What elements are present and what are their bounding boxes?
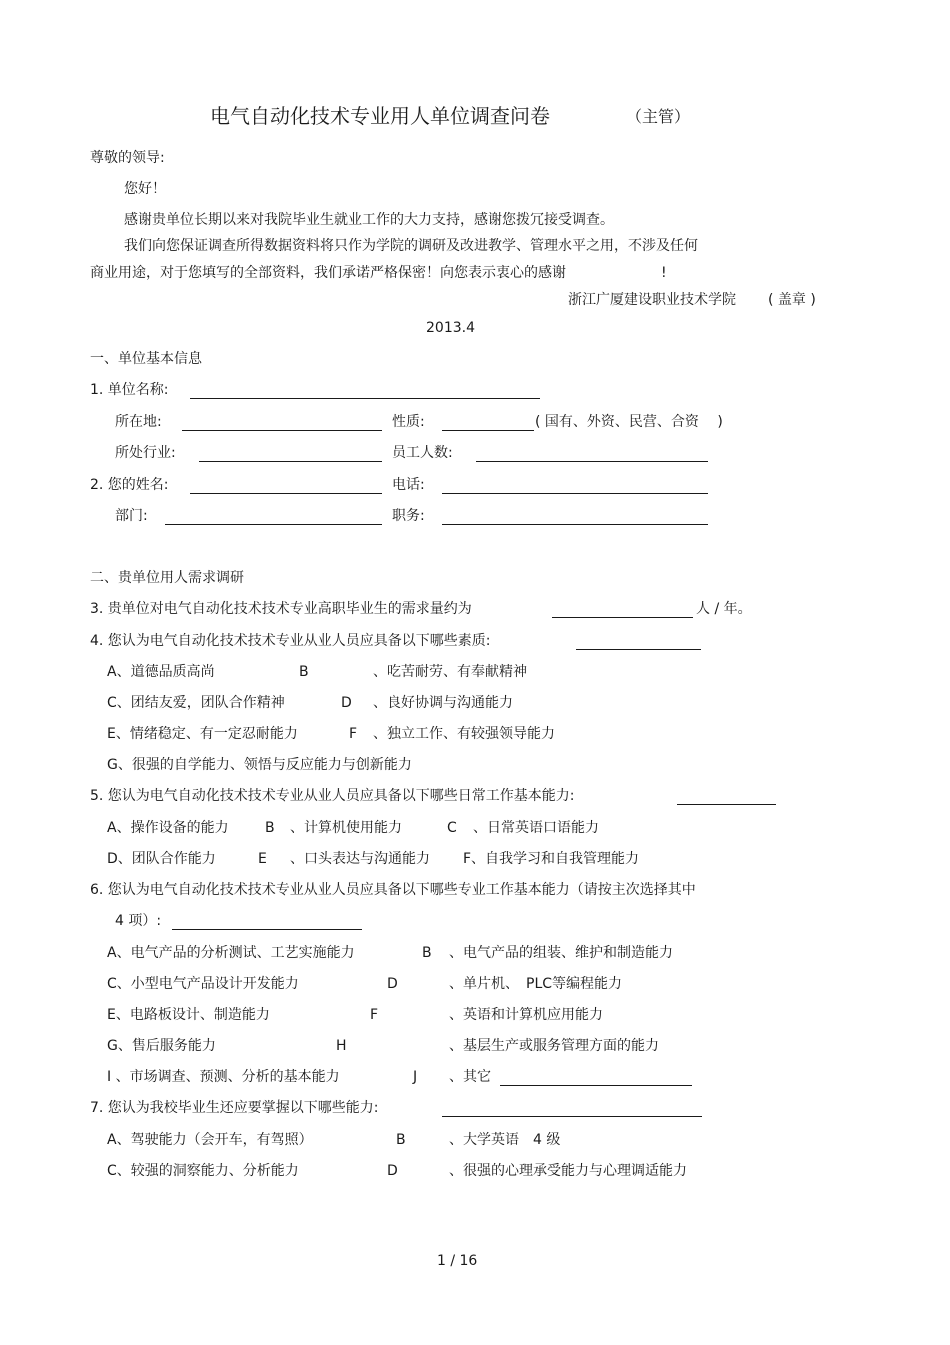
department-label: 部门: — [115, 508, 148, 524]
position-field[interactable] — [442, 524, 708, 525]
q6-option-c[interactable]: C、小型电气产品设计开发能力 — [107, 976, 299, 992]
q6-option-j[interactable]: 、其它 — [449, 1069, 491, 1085]
q4-option-f-letter[interactable]: F — [349, 726, 358, 742]
q6-option-d[interactable]: 、单片机、 PLC等编程能力 — [449, 976, 623, 992]
employees-label: 员工人数: — [392, 445, 453, 461]
q6-text: 6. 您认为电气自动化技术技术专业从业人员应具备以下哪些专业工作基本能力（请按主次选择其中 — [90, 882, 696, 898]
intro-line-2: 我们向您保证调查所得数据资料将只作为学院的调研及改进教学、管理水平之用，不涉及任何 — [124, 238, 698, 254]
document-date: 2013.4 — [426, 320, 475, 336]
department-field[interactable] — [165, 524, 382, 525]
q4-text: 4. 您认为电气自动化技术技术专业从业人员应具备以下哪些素质: — [90, 633, 491, 649]
salutation: 尊敬的领导: — [90, 150, 165, 166]
q5-option-f[interactable]: F、自我学习和自我管理能力 — [463, 851, 640, 867]
q4-option-f[interactable]: 、独立工作、有较强领导能力 — [373, 726, 555, 742]
q6-option-e[interactable]: E、电路板设计、制造能力 — [107, 1007, 270, 1023]
q4-option-g[interactable]: G、很强的自学能力、领悟与反应能力与创新能力 — [107, 757, 412, 773]
title-role: （主管） — [626, 107, 691, 126]
industry-field[interactable] — [199, 461, 382, 462]
q7-option-a[interactable]: A、驾驶能力（会开车，有驾照） — [107, 1132, 313, 1148]
document-title: 电气自动化技术专业用人单位调查问卷 — [210, 104, 550, 128]
q5-option-c[interactable]: 、日常英语口语能力 — [473, 820, 599, 836]
q6-option-h-letter[interactable]: H — [336, 1038, 347, 1054]
intro-line-3-end: ! — [661, 265, 667, 281]
q6-option-a[interactable]: A、电气产品的分析测试、工艺实施能力 — [107, 945, 355, 961]
q6-other-field[interactable] — [500, 1085, 692, 1086]
q4-option-a[interactable]: A、道德品质高尚 — [107, 664, 215, 680]
q4-answer-field[interactable] — [576, 649, 701, 650]
q7-option-d-letter[interactable]: D — [387, 1163, 398, 1179]
nature-field[interactable] — [442, 430, 534, 431]
q7-answer-field[interactable] — [442, 1116, 702, 1117]
q5-option-e[interactable]: 、口头表达与沟通能力 — [290, 851, 430, 867]
section1-heading: 一、单位基本信息 — [90, 351, 202, 367]
q3-unit: 人 / 年。 — [696, 601, 752, 617]
section2-heading: 二、贵单位用人需求调研 — [90, 570, 244, 586]
q7-option-c[interactable]: C、较强的洞察能力、分析能力 — [107, 1163, 299, 1179]
nature-label: 性质: — [392, 414, 425, 430]
greeting: 您好！ — [124, 181, 166, 197]
q3-text: 3. 贵单位对电气自动化技术技术专业高职毕业生的需求量约为 — [90, 601, 472, 617]
q5-answer-field[interactable] — [677, 804, 776, 805]
signature-seal: ( 盖章 ) — [768, 292, 816, 308]
q6-answer-field[interactable] — [172, 929, 362, 930]
q7-option-b-letter[interactable]: B — [396, 1132, 406, 1148]
q6-option-f[interactable]: 、英语和计算机应用能力 — [449, 1007, 603, 1023]
q4-option-c[interactable]: C、团结友爱，团队合作精神 — [107, 695, 285, 711]
location-field[interactable] — [182, 430, 382, 431]
q3-answer-field[interactable] — [552, 617, 693, 618]
company-name-field[interactable] — [190, 398, 540, 399]
your-name-label: 2. 您的姓名: — [90, 477, 169, 493]
your-name-field[interactable] — [190, 493, 382, 494]
intro-line-1: 感谢贵单位长期以来对我院毕业生就业工作的大力支持，感谢您拨冗接受调查。 — [124, 212, 614, 228]
q6-option-j-letter[interactable]: J — [413, 1069, 418, 1085]
position-label: 职务: — [392, 508, 425, 524]
company-name-label: 1. 单位名称: — [90, 382, 169, 398]
q5-option-e-letter[interactable]: E — [258, 851, 267, 867]
q5-option-c-letter[interactable]: C — [447, 820, 457, 836]
q5-option-a[interactable]: A、操作设备的能力 — [107, 820, 229, 836]
employees-field[interactable] — [476, 461, 708, 462]
q6-text-2: 4 项）: — [115, 913, 162, 929]
q5-option-b-letter[interactable]: B — [265, 820, 275, 836]
q5-text: 5. 您认为电气自动化技术技术专业从业人员应具备以下哪些日常工作基本能力: — [90, 788, 575, 804]
q4-option-e[interactable]: E、情绪稳定、有一定忍耐能力 — [107, 726, 298, 742]
q4-option-d[interactable]: 、良好协调与沟通能力 — [373, 695, 513, 711]
nature-options: ( 国有、外资、民营、合资 ) — [535, 414, 723, 430]
q6-option-i[interactable]: I 、市场调查、预测、分析的基本能力 — [107, 1069, 340, 1085]
q6-option-d-letter[interactable]: D — [387, 976, 398, 992]
q4-option-b[interactable]: 、吃苦耐劳、有奉献精神 — [373, 664, 527, 680]
location-label: 所在地: — [115, 414, 162, 430]
q6-option-b-letter[interactable]: B — [422, 945, 432, 961]
industry-label: 所处行业: — [115, 445, 176, 461]
q7-option-d[interactable]: 、很强的心理承受能力与心理调适能力 — [449, 1163, 687, 1179]
q7-text: 7. 您认为我校毕业生还应要掌握以下哪些能力: — [90, 1100, 379, 1116]
q6-option-f-letter[interactable]: F — [370, 1007, 379, 1023]
intro-line-3: 商业用途，对于您填写的全部资料，我们承诺严格保密！向您表示衷心的感谢 — [90, 265, 566, 281]
signature-org: 浙江广厦建设职业技术学院 — [568, 292, 736, 308]
q6-option-h[interactable]: 、基层生产或服务管理方面的能力 — [449, 1038, 659, 1054]
page-number: 1 / 16 — [437, 1253, 478, 1269]
q6-option-b[interactable]: 、电气产品的组装、维护和制造能力 — [449, 945, 673, 961]
q5-option-b[interactable]: 、计算机使用能力 — [290, 820, 402, 836]
phone-field[interactable] — [442, 493, 708, 494]
phone-label: 电话: — [392, 477, 425, 493]
q7-option-b[interactable]: 、大学英语 4 级 — [449, 1132, 561, 1148]
q6-option-g[interactable]: G、售后服务能力 — [107, 1038, 216, 1054]
q5-option-d[interactable]: D、团队合作能力 — [107, 851, 216, 867]
q4-option-d-letter[interactable]: D — [341, 695, 352, 711]
q4-option-b-letter[interactable]: B — [299, 664, 309, 680]
